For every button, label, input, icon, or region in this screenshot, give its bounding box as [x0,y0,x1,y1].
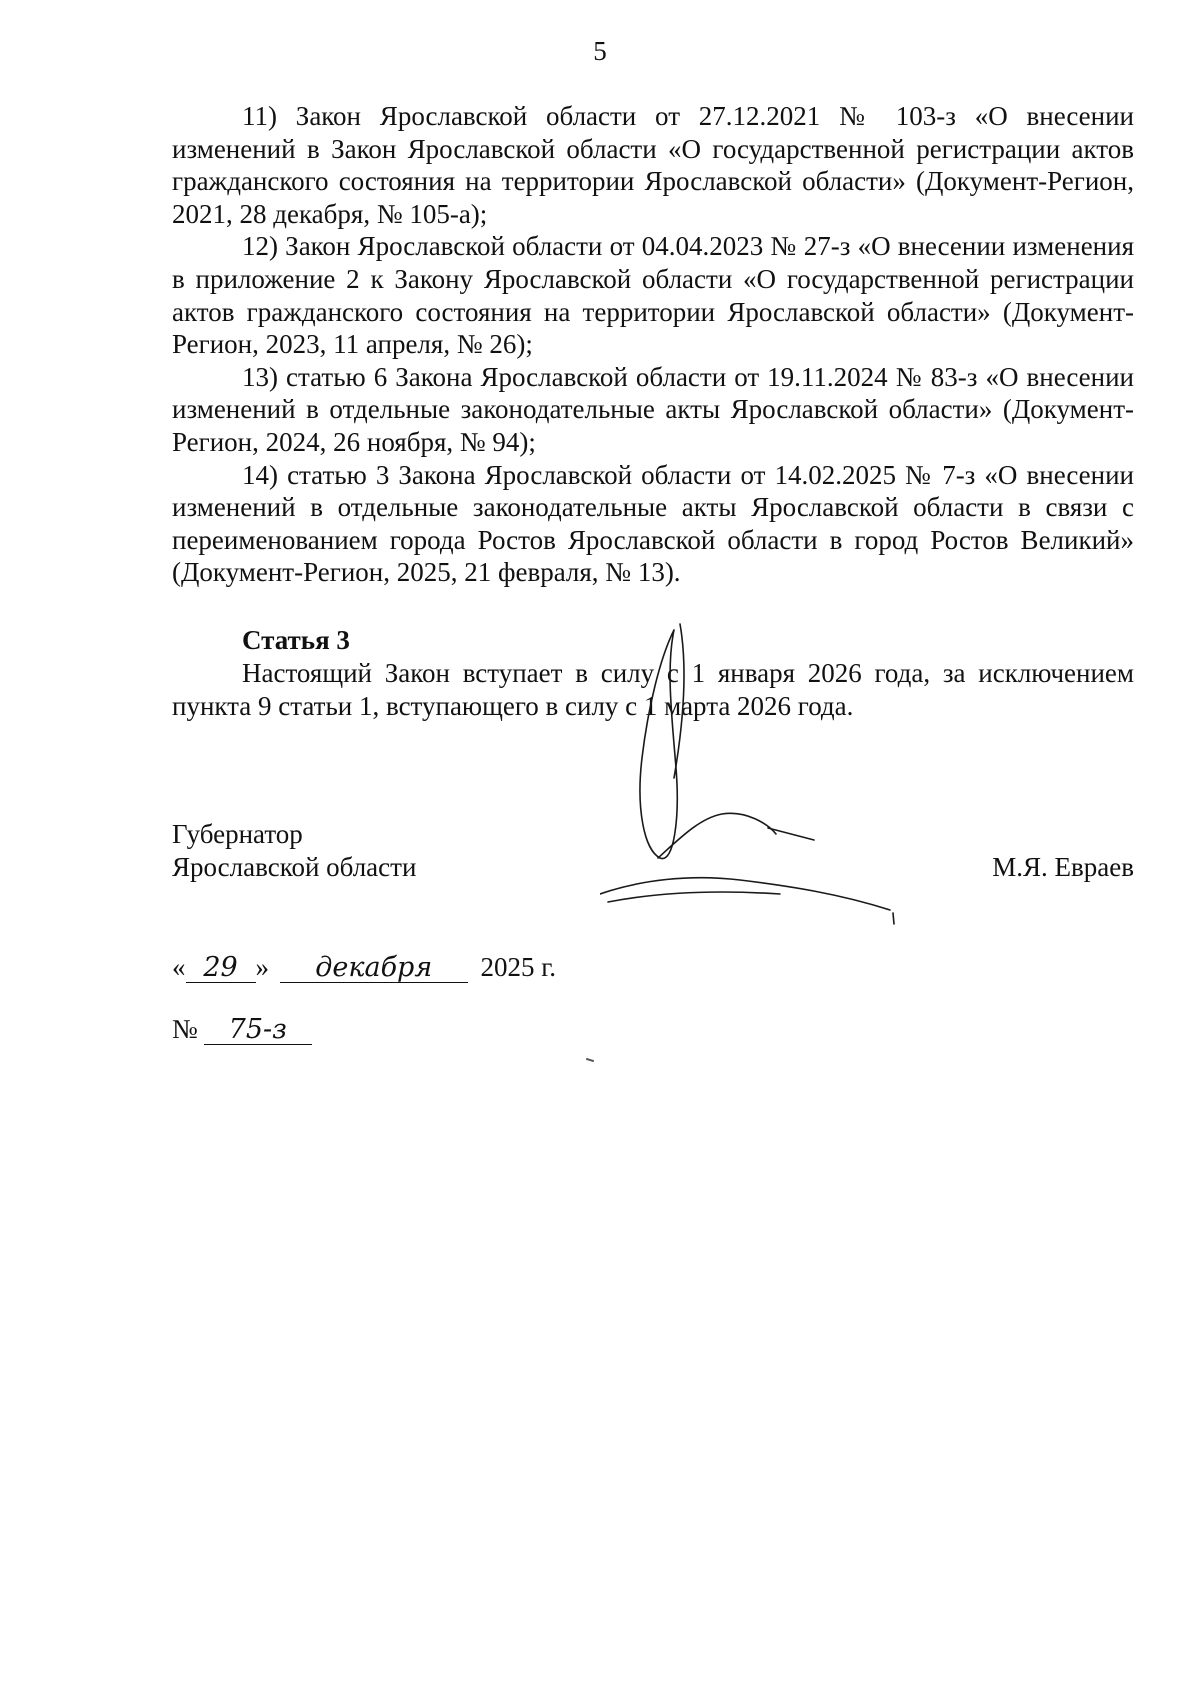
signer-name: М.Я. Евраев [992,852,1134,882]
list-item: 13) статью 6 Закона Ярославской области от 19.11.2024 № 83-з «О внесении изменений в отдельные законодательные акты Ярославской области» (Документ-Регион, 2024, 26 ноября, № 94); [172,361,1134,457]
article-heading: Статья 3 [242,625,350,655]
handwritten-law-number: 75-з [204,1016,312,1045]
signer-title-line: Ярославской области [172,852,417,882]
handwritten-signature [600,618,920,928]
page-number: 5 [593,36,607,66]
date-open-quote: « [172,952,186,982]
list-item: 11) Закон Ярославской области от 27.12.2021 № 103-з «О внесении изменений в Закон Ярославской области «О государственной регистрации актов гражданского состояния на территории Ярославской области» (Документ-Регион, 2021, 28 декабря, № 105-а); [172,101,1134,229]
list-item: 14) статью 3 Закона Ярославской области от 14.02.2025 № 7-з «О внесении изменений в отдельные законодательные акты Ярославской области в связи с переименованием города Ростов Ярославской области в город Ростов Великий» (Документ-Регион, 2025, 21 февраля, № 13). [172,459,1134,588]
article-text: Настоящий Закон вступает в силу с 1 января 2026 года, за исключением пункта 9 статьи 1, вступающего в силу с 1 марта 2026 года. [172,658,1134,721]
number-sign: № [172,1014,198,1044]
handwritten-day: 29 [186,954,256,983]
date-close-quote: » [255,952,269,982]
handwritten-month: декабря [280,954,468,983]
law-number [172,1012,312,1046]
amendments-list [172,100,1134,589]
scan-speck [586,1058,594,1062]
date-year: 2025 г. [480,952,557,982]
signer-title [172,818,416,884]
signing-date [172,950,556,984]
signer-title-line: Губернатор [172,819,303,849]
list-item: 12) Закон Ярославской области от 04.04.2023 № 27-з «О внесении изменения в приложение 2 к Закону Ярославской области «О государственной регистрации актов гражданского состояния на территории Ярославской области» (Документ-Регион, 2023, 11 апреля, № 26); [172,231,1134,360]
